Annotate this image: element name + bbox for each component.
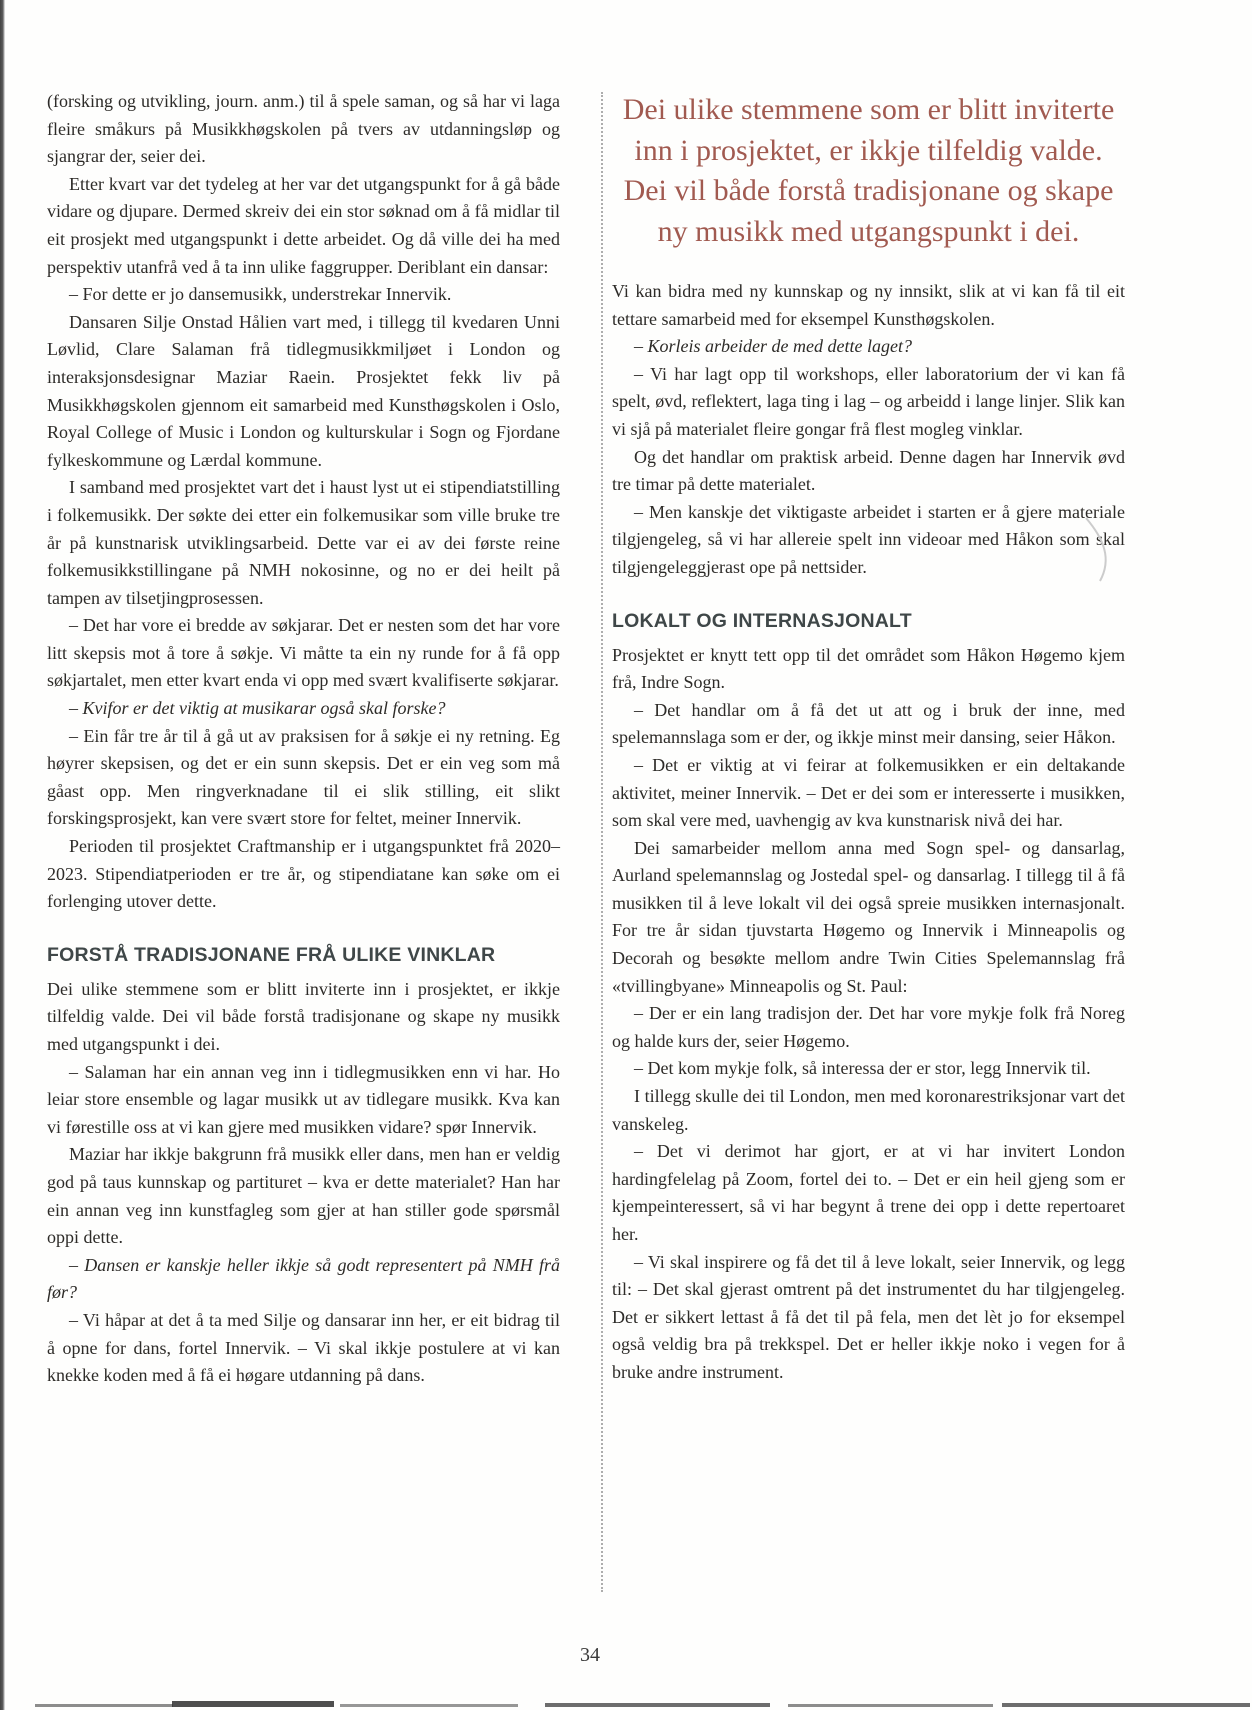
paragraph: – Det kom mykje folk, så interessa der er stor, legg Innervik til. [634, 1058, 1091, 1079]
paragraph: – Ein får tre år til å gå ut av praksisen for å søkje ei ny retning. Eg høyrer skepsisen, og det er ein sunn skepsis. Det er ein veg som må gåast opp. Men ringverknadane til ei slik stilling, eit slikt forskingsprosjekt, kan vere svært store for feltet, meiner Innervik. [47, 725, 560, 829]
page-curl-line [1082, 515, 1122, 585]
paragraph: Maziar har ikkje bakgrunn frå musikk eller dans, men han er veldig god på taus kunnskap og partituret – kva er dette materialet? Han har ein annan veg inn kunstfagleg som gjer at han stiller gode spørsmål oppi dette. [47, 1144, 560, 1248]
paragraph: – Salaman har ein annan veg inn i tidlegmusikken enn vi har. Ho leiar store ensemble og lagar musikk ut av tidlegare musikk. Kva kan vi førestille oss at vi kan gjere med musikken vidare? spør Innervik. [47, 1061, 560, 1137]
interview-question: – Korleis arbeider de med dette laget? [634, 336, 912, 357]
paragraph: Etter kvart var det tydeleg at her var det utgangspunkt for å gå både vidare og djupare. Dermed skreiv dei ein stor søknad om å få midlar til eit prosjekt med utgangspunkt i dette arbeidet. Og då ville dei ha med perspektiv utanfrå ved å ta inn ulike faggrupper. Deriblant ein dansar: [47, 173, 560, 277]
scan-artifact-bottom-edge [172, 1701, 334, 1707]
paragraph: Dei ulike stemmene som er blitt inviterte inn i prosjektet, er ikkje tilfeldig valde. Dei vil både forstå tradisjonane og skape ny musikk med utgangspunkt i dei. [47, 978, 560, 1054]
scan-artifact-bottom-edge [340, 1704, 518, 1707]
page-number: 34 [580, 1644, 600, 1666]
scan-artifact-page-curl [1082, 515, 1122, 590]
paragraph: Dei samarbeider mellom anna med Sogn spel- og dansarlag, Aurland spelemannslag og Jostedal spel- og dansarlag. I tillegg til å få musikken til å leve lokalt vil dei også spreie musikken internasjonalt. For tre år sidan tjuvstarta Høgemo og Innervik i Minneapolis og Decorah og besøkte mellom andre Twin Cities Spelemannslag frå «tvillingbyane» Minneapolis og St. Paul: [612, 837, 1125, 996]
right-column [612, 88, 1125, 1390]
section-heading: LOKALT OG INTERNASJONALT [612, 609, 912, 632]
paragraph: – Men kanskje det viktigaste arbeidet i starten er å gjere materiale tilgjengeleg, så vi har allereie spelt inn videoar med Håkon som skal tilgjengeleggjerast ope på nettsider. [612, 501, 1125, 577]
interview-question: – Kvifor er det viktig at musikarar også skal forske? [69, 698, 446, 719]
paragraph: – Vi har lagt opp til workshops, eller laboratorium der vi kan få spelt, øvd, reflektert, laga ting i lag – og arbeidd i lange linjer. Slik kan vi sjå på materialet fleire gongar frå flest mogleg vinklar. [612, 363, 1125, 439]
paragraph: – Der er ein lang tradisjon der. Det har vore mykje folk frå Noreg og halde kurs der, seier Høgemo. [612, 1003, 1125, 1051]
paragraph: – Vi skal inspirere og få det til å leve lokalt, seier Innervik, og legg til: – Det skal gjerast omtrent på det instrumentet du har tilgjengeleg. Det er sikkert lettast å få det til på fela, men det lèt jo for eksempel også veldig bra på trekkspel. Det er heller ikkje noko i vegen for å bruke andre instrument. [612, 1251, 1125, 1382]
paragraph: Vi kan bidra med ny kunnskap og ny innsikt, slik at vi kan få til eit tettare samarbeid med for eksempel Kunsthøgskolen. [612, 281, 1125, 329]
left-column [47, 88, 560, 1390]
paragraph: – Det handlar om å få det ut att og i bruk der inne, med spelemannslaga som er der, og ikkje minst meir dansing, seier Håkon. [612, 699, 1125, 748]
scan-artifact-bottom-edge [788, 1704, 993, 1707]
article-body [47, 88, 1125, 1390]
paragraph: – Det vi derimot har gjort, er at vi har invitert London hardingfelelag på Zoom, fortel dei to. – Det er ein heil gjeng som er kjempeinteressert, så vi har begynt å trene dei opp i dette repertoaret her. [612, 1141, 1125, 1244]
scan-artifact-bottom-edge [1002, 1703, 1250, 1707]
scan-artifact-left-edge [0, 0, 5, 1710]
scan-artifact-bottom-edge [35, 1704, 173, 1707]
paragraph: – Vi håpar at det å ta med Silje og dansarar inn her, er eit bidrag til å opne for dans, fortel Innervik. – Vi skal ikkje postulere at vi kan knekke koden med å få ei høgare utdanning på dans. [47, 1309, 560, 1386]
paragraph: Prosjektet er knytt tett opp til det området som Håkon Høgemo kjem frå, Indre Sogn. [612, 644, 1125, 693]
paragraph: – For dette er jo dansemusikk, understrekar Innervik. [69, 284, 452, 305]
interview-question: – Dansen er kanskje heller ikkje så godt representert på NMH frå før? [47, 1254, 560, 1303]
paragraph: Og det handlar om praktisk arbeid. Denne dagen har Innervik øvd tre timar på dette materialet. [612, 446, 1125, 495]
scan-artifact-bottom-edge [545, 1703, 770, 1707]
paragraph: I samband med prosjektet vart det i haust lyst ut ei stipendiatstilling i folkemusikk. Der søkte dei etter ein folkemusikar som ville bruke tre år på kunstnarisk utviklingsarbeid. Dette var ei av dei første reine folkemusikkstillingane på NMH nokosinne, og no er dei heilt på tampen av tilsetjingprosessen. [47, 477, 560, 608]
pull-quote: Dei ulike stemmene som er blitt inviterte inn i prosjektet, er ikkje tilfeldig valde. Dei vil både forstå tradisjonane og skape ny musikk med utgangspunkt i dei. [622, 93, 1115, 248]
paragraph: I tillegg skulle dei til London, men med koronarestriksjonar vart det vanskeleg. [612, 1086, 1125, 1134]
paragraph: – Det er viktig at vi feirar at folkemusikken er ein deltakande aktivitet, meiner Innervik. – Det er dei som er interesserte i musikken, som skal vere med, uavhengig av kva kunstnarisk nivå dei har. [612, 754, 1125, 831]
section-heading: FORSTÅ TRADISJONANE FRÅ ULIKE VINKLAR [47, 943, 496, 966]
paragraph: – Det har vore ei bredde av søkjarar. Det er nesten som det har vore litt skepsis mot å tore å søkje. Vi måtte ta ein ny runde for å få opp søkjartalet, men etter kvart enda vi opp med svært kvalifiserte søkjarar. [47, 615, 560, 691]
paragraph: Dansaren Silje Onstad Hålien vart med, i tillegg til kvedaren Unni Løvlid, Clare Salaman frå tidlegmusikkmiljøet i London og interaksjonsdesignar Maziar Raein. Prosjektet fekk liv på Musikkhøgskolen gjennom eit samarbeid med Kunsthøgskolen i Oslo, Royal College of Music i London og kulturskular i Sogn og Fjordane fylkeskommune og Lærdal kommune. [47, 311, 560, 470]
paragraph: Perioden til prosjektet Craftmanship er i utgangspunktet frå 2020–2023. Stipendiatperioden er tre år, og stipendiatane kan søke om ei forlenging utover dette. [47, 836, 560, 912]
paragraph: (forsking og utvikling, journ. anm.) til å spele saman, og så har vi laga fleire småkurs på Musikkhøgskolen på tvers av utdanningsløp og sjangrar der, seier dei. [47, 91, 560, 167]
